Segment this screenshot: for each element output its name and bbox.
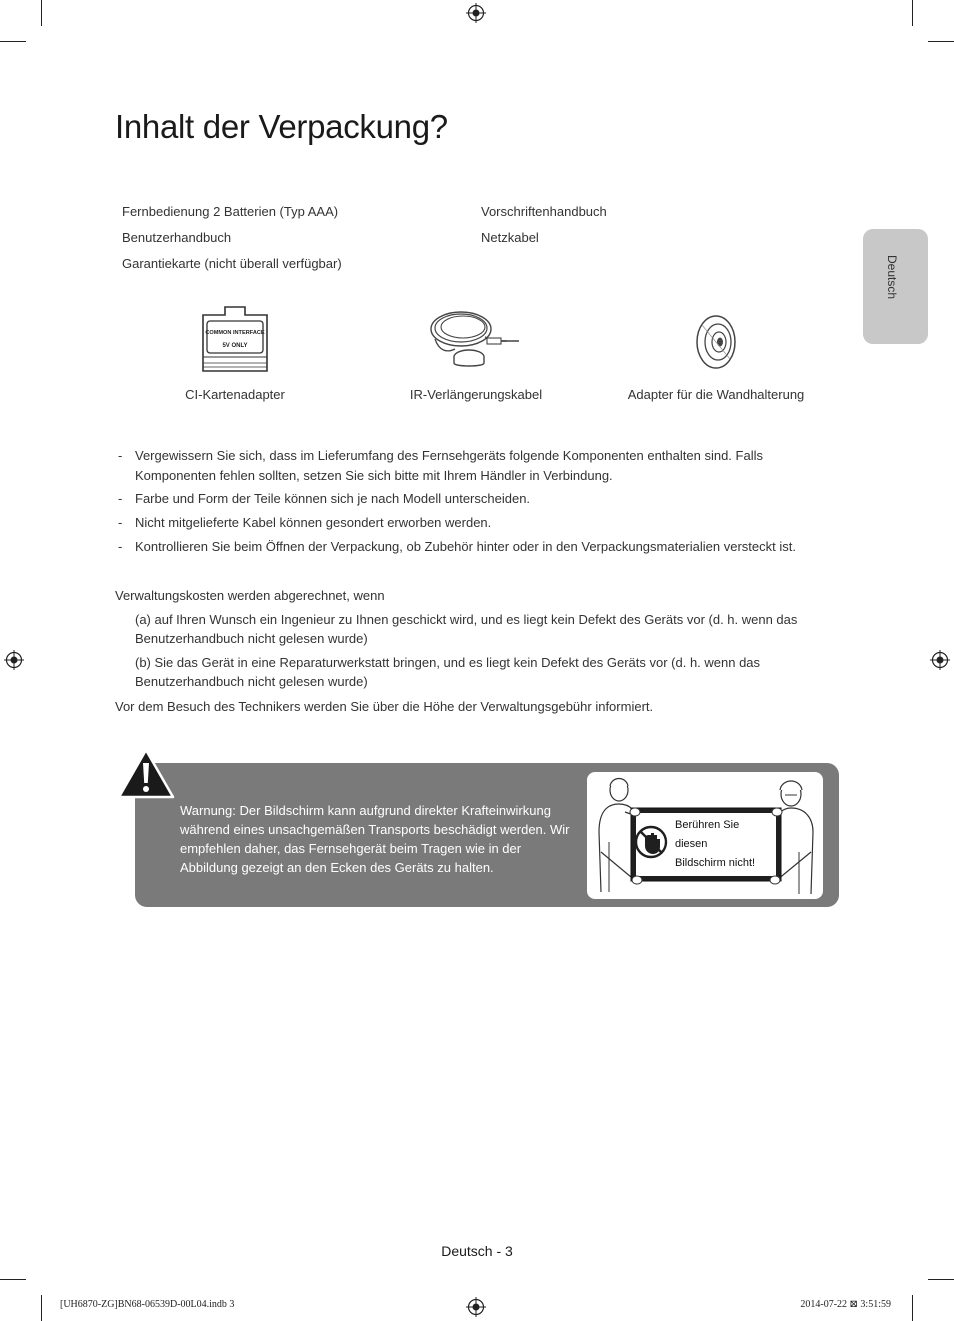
crop-mark [928, 1279, 954, 1280]
print-timestamp: 2014-07-22 ⊠ 3:51:59 [800, 1299, 891, 1310]
ci-adapter-text-2: 5V ONLY [222, 343, 248, 349]
note-text: Nicht mitgelieferte Kabel können gesondert erworben werden. [135, 515, 492, 530]
note-item [118, 489, 838, 509]
warning-label: Warnung [180, 803, 233, 818]
sign-line-3: Bildschirm nicht! [675, 857, 756, 869]
sign-line-2: diesen [675, 838, 708, 850]
page-number: Deutsch - 3 [441, 1243, 513, 1259]
note-item [118, 513, 838, 533]
crop-mark [0, 41, 26, 42]
ir-extension-cable-icon [425, 303, 525, 377]
people-carrying-tv-illustration [587, 772, 823, 899]
bullet-dash: - [118, 448, 123, 463]
sign-line-1: Berühren Sie [675, 819, 740, 831]
bullet-dash: - [118, 515, 123, 530]
registration-mark-icon [930, 650, 950, 670]
accessory-label-wall-mount-adapter: Adapter für die Wandhalterung [627, 387, 805, 402]
print-file-info: [UH6870-ZG]BN68-06539D-00L04.indb 3 [60, 1299, 235, 1310]
crop-mark [41, 1295, 42, 1321]
contents-item: Fernbedienung 2 Batterien (Typ AAA) [122, 204, 339, 219]
fees-outro: Vor dem Besuch des Technikers werden Sie über die Höhe der Verwaltungsgebühr informiert. [115, 699, 654, 714]
fees-intro: Verwaltungskosten werden abgerechnet, wenn [115, 588, 385, 603]
registration-mark-icon [4, 650, 24, 670]
accessory-label-ci-card-adapter: CI-Kartenadapter [185, 387, 285, 402]
page-title: Inhalt der Verpackung? [115, 108, 448, 145]
crop-mark [912, 0, 913, 26]
warning-triangle-icon [117, 748, 175, 800]
ci-card-adapter-icon [198, 305, 272, 375]
wall-mount-adapter-icon [694, 313, 740, 371]
note-text: Kontrollieren Sie beim Öffnen der Verpackung, ob Zubehör hinter oder in den Verpackungsmaterialien versteckt ist. [135, 539, 796, 554]
side-tab-label: Deutsch [885, 255, 899, 300]
note-text: Farbe und Form der Teile können sich je nach Modell unterscheiden. [135, 491, 531, 506]
registration-mark-icon [466, 3, 486, 23]
ci-adapter-text-1: COMMON INTERFACE [205, 330, 265, 336]
crop-mark [912, 1295, 913, 1321]
warning-text [180, 801, 570, 877]
accessory-label-ir-cable: IR-Verlängerungskabel [409, 387, 543, 402]
bullet-dash: - [118, 491, 123, 506]
note-item [118, 537, 838, 557]
note-item [118, 446, 838, 486]
language-side-tab [863, 229, 928, 344]
contents-item: Benutzerhandbuch [122, 230, 232, 245]
fees-case-b: (b) Sie das Gerät in eine Reparaturwerkstatt bringen, und es liegt kein Defekt des Geräts vor (d. h. wenn das Benutzerhandbuch nicht gelesen wurde) [135, 655, 761, 689]
warning-body: : Der Bildschirm kann aufgrund direkter Krafteinwirkung während eines unsachgemäßen Transports beschädigt werden. Wir empfehlen daher, das Fernsehgerät beim Tragen wie in der Abbildung gezeigt an den Ecken des Geräts zu halten. [180, 803, 570, 875]
fees-case-a: (a) auf Ihren Wunsch ein Ingenieur zu Ihnen geschickt wird, und es liegt kein Defekt des Geräts vor (d. h. wenn das Benutzerhandbuch nicht gelesen wurde) [135, 612, 798, 646]
contents-item: Netzkabel [481, 230, 539, 245]
contents-item: Garantiekarte (nicht überall verfügbar) [122, 256, 342, 271]
note-text: Vergewissern Sie sich, dass im Lieferumfang des Fernsehgeräts folgende Komponenten enthalten sind. Falls Komponenten fehlen sollten, setzen Sie sich bitte mit Ihrem Händler in Verbindung. [135, 448, 763, 483]
crop-mark [0, 1279, 26, 1280]
bullet-dash: - [118, 539, 123, 554]
crop-mark [41, 0, 42, 26]
tv-carrying-illustration [587, 772, 823, 899]
contents-item: Vorschriftenhandbuch [481, 204, 607, 219]
crop-mark [928, 41, 954, 42]
registration-mark-icon [466, 1297, 486, 1317]
